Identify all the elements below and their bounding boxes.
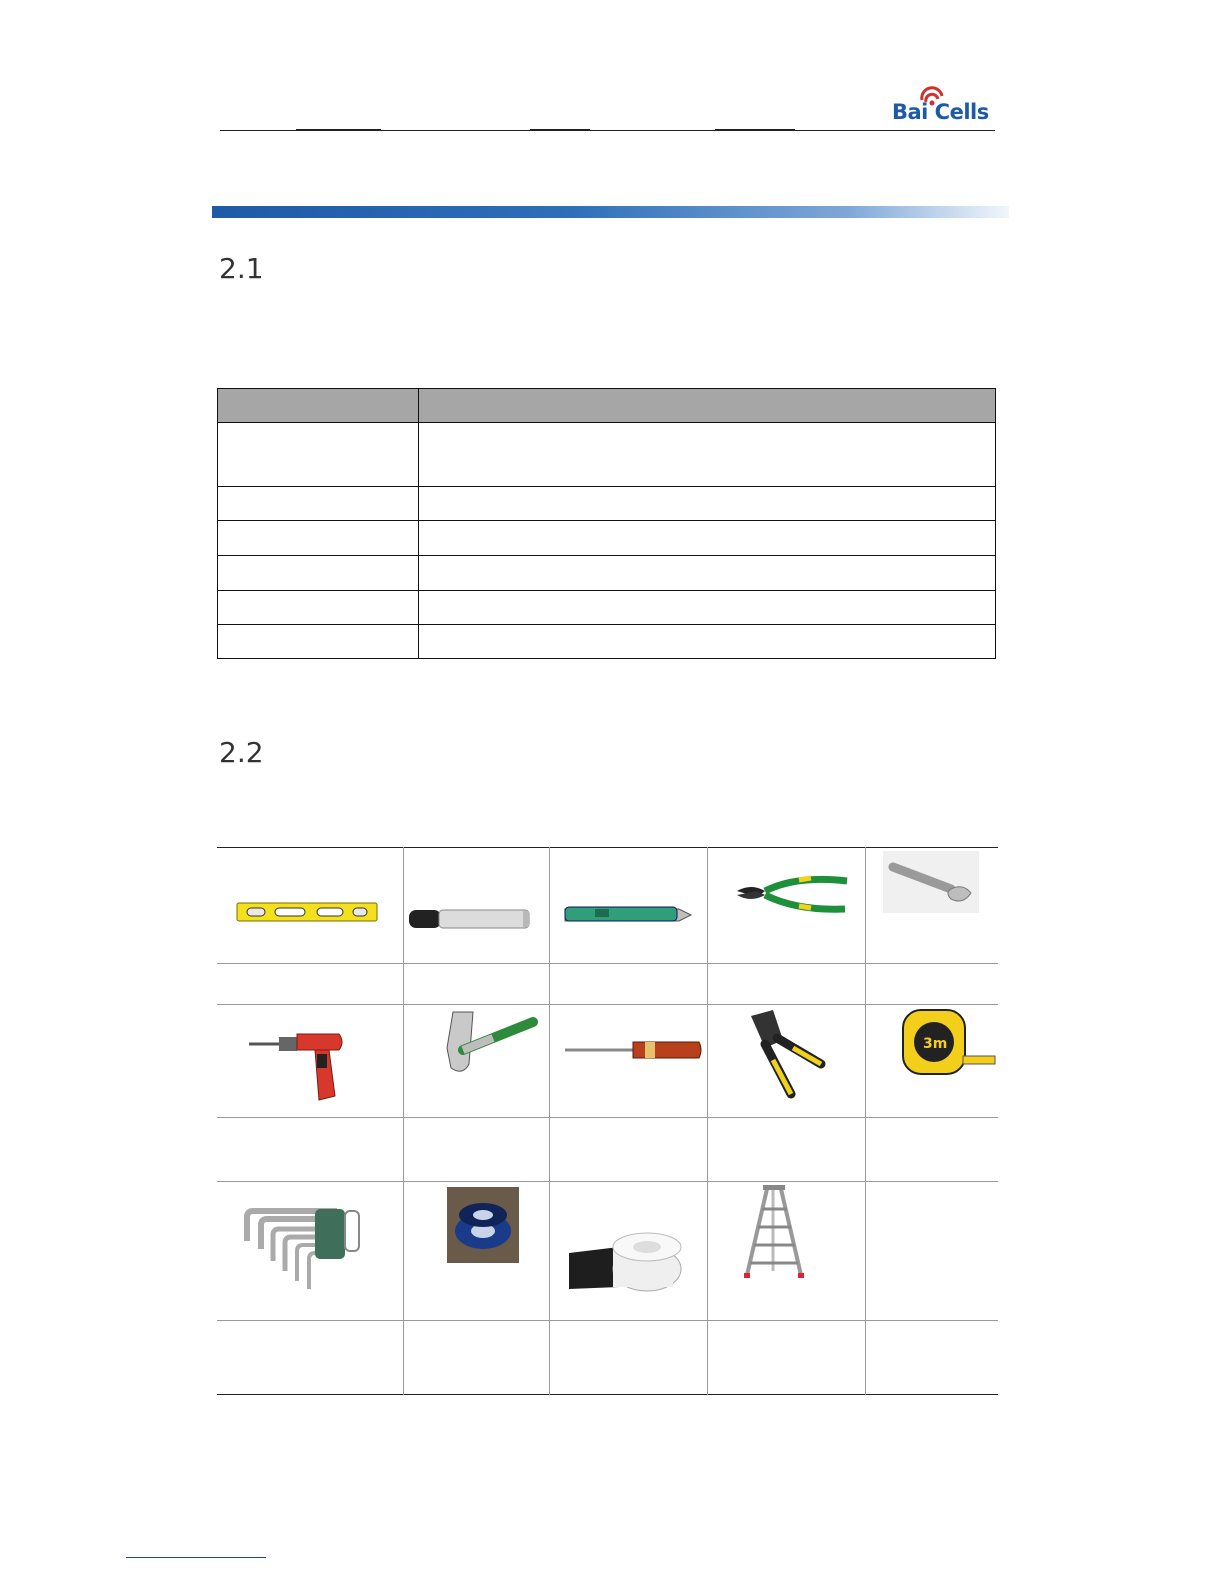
chapter-heading-bar bbox=[212, 206, 1009, 218]
table-header-cell bbox=[218, 389, 419, 423]
table-cell bbox=[419, 521, 996, 556]
sealing-tape-roll-icon bbox=[549, 1181, 707, 1320]
tool-cell bbox=[549, 847, 707, 963]
table-cell bbox=[218, 521, 419, 556]
tool-label bbox=[549, 1320, 707, 1394]
table-row bbox=[218, 556, 996, 591]
table-row bbox=[218, 521, 996, 556]
tool-cell bbox=[707, 1004, 865, 1117]
table-row bbox=[218, 487, 996, 521]
utility-knife-icon bbox=[549, 847, 707, 963]
footer-link-underline[interactable] bbox=[126, 1557, 266, 1558]
baicells-logo bbox=[892, 86, 992, 130]
section-number: 2.1 bbox=[219, 252, 264, 285]
tool-cell bbox=[549, 1004, 707, 1117]
tool-cell bbox=[403, 1004, 549, 1117]
table-row bbox=[218, 591, 996, 625]
insulating-tape-icon bbox=[403, 1181, 549, 1320]
tool-cell bbox=[549, 1181, 707, 1320]
power-drill-icon bbox=[217, 1004, 403, 1117]
tool-label bbox=[707, 1117, 865, 1181]
table-cell bbox=[419, 591, 996, 625]
table-row bbox=[218, 625, 996, 659]
tool-label bbox=[865, 1117, 998, 1181]
pliers-icon bbox=[707, 847, 865, 963]
spirit-level-icon bbox=[217, 847, 403, 963]
tool-cell bbox=[403, 1181, 549, 1320]
tool-label bbox=[549, 963, 707, 1004]
section-number: 2.2 bbox=[219, 736, 264, 769]
table-cell bbox=[419, 556, 996, 591]
tool-cell bbox=[217, 1004, 403, 1117]
table-cell bbox=[419, 625, 996, 659]
claw-hammer-icon bbox=[403, 1004, 549, 1117]
tool-label bbox=[217, 1117, 403, 1181]
tool-cell bbox=[865, 847, 998, 963]
table-cell bbox=[218, 625, 419, 659]
adjustable-wrench-icon bbox=[865, 847, 998, 963]
tool-cell bbox=[865, 1004, 998, 1117]
tool-label bbox=[707, 1320, 865, 1394]
table-cell bbox=[218, 556, 419, 591]
tool-label bbox=[865, 1320, 998, 1394]
table-cell bbox=[419, 487, 996, 521]
requirements-table bbox=[217, 388, 996, 659]
header-rule bbox=[220, 130, 995, 131]
marker-pen-icon bbox=[403, 847, 549, 963]
tool-label bbox=[217, 1320, 403, 1394]
table-header-cell bbox=[419, 389, 996, 423]
table-row bbox=[218, 423, 996, 487]
table-cell bbox=[218, 423, 419, 487]
screwdriver-icon bbox=[549, 1004, 707, 1117]
tool-label bbox=[549, 1117, 707, 1181]
tool-cell bbox=[707, 847, 865, 963]
svg-text:3m: 3m bbox=[923, 1036, 948, 1052]
tape-measure-icon bbox=[865, 1004, 998, 1117]
tool-cell bbox=[707, 1181, 865, 1320]
hex-key-set-icon bbox=[217, 1181, 403, 1320]
table-cell bbox=[419, 423, 996, 487]
tool-label bbox=[217, 963, 403, 1004]
tools-table bbox=[217, 847, 998, 1395]
tool-cell bbox=[217, 847, 403, 963]
table-cell bbox=[218, 487, 419, 521]
tool-label bbox=[403, 1320, 549, 1394]
tool-cell bbox=[217, 1181, 403, 1320]
table-header-row bbox=[218, 389, 996, 423]
table-cell bbox=[218, 591, 419, 625]
tool-label bbox=[403, 963, 549, 1004]
step-ladder-icon bbox=[707, 1181, 865, 1320]
tool-label bbox=[403, 1117, 549, 1181]
crimping-tool-icon bbox=[707, 1004, 865, 1117]
tool-label bbox=[865, 963, 998, 1004]
tool-label bbox=[707, 963, 865, 1004]
tool-cell bbox=[403, 847, 549, 963]
logo-text: Bai Cells bbox=[892, 100, 989, 124]
